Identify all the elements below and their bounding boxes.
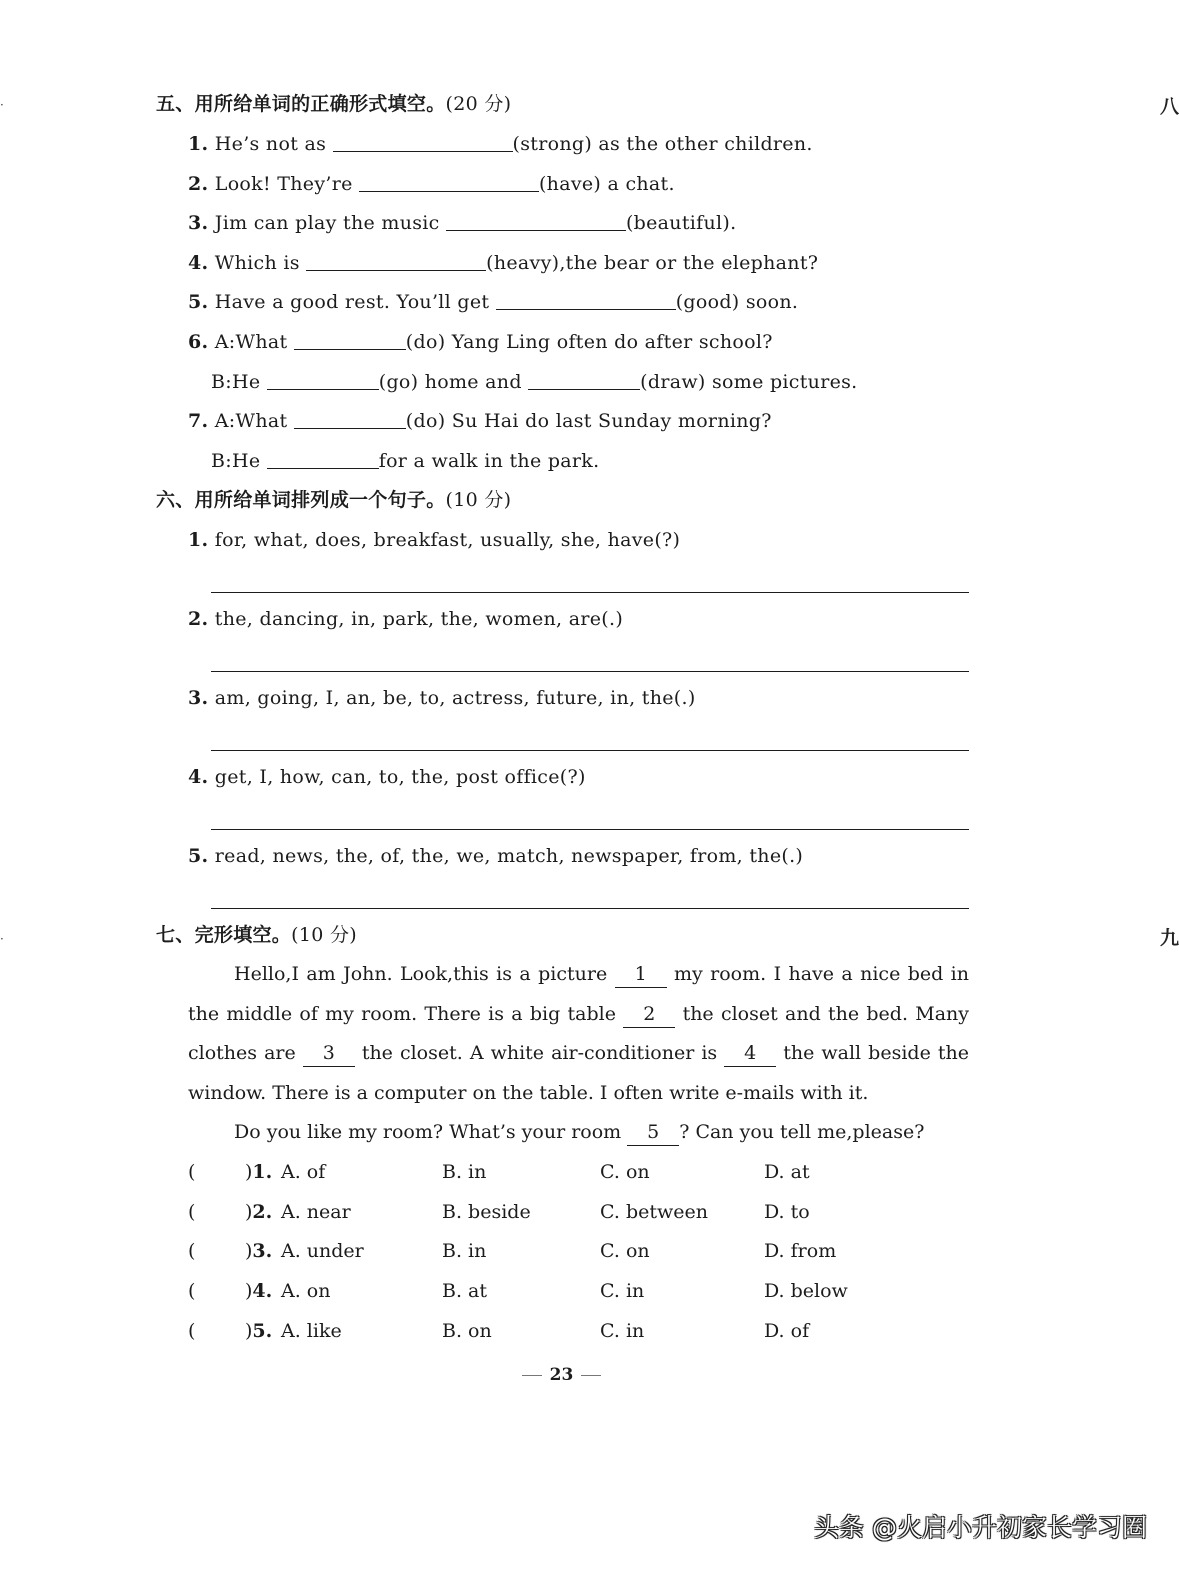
question-number: )3.	[245, 1240, 273, 1262]
cloze-paragraph-1	[188, 955, 969, 1113]
option-b[interactable]: B. at	[442, 1280, 488, 1302]
page-number-value: 23	[549, 1365, 574, 1385]
item-number: 1.	[188, 529, 209, 551]
option-a[interactable]: A. like	[281, 1320, 342, 1342]
answer-blank[interactable]	[294, 408, 406, 429]
item-number: 5.	[188, 291, 209, 313]
cloze-paragraph-2	[188, 1113, 969, 1153]
item-number: 4.	[188, 766, 209, 788]
item-text: (do) Su Hai do last Sunday morning?	[405, 410, 772, 432]
item-text: Look! They’re	[214, 173, 353, 195]
option-b[interactable]: B. on	[442, 1320, 492, 1342]
answer-blank[interactable]	[359, 171, 539, 192]
cloze-passage	[188, 955, 969, 1153]
item-text: (go) home and	[378, 371, 522, 393]
option-d[interactable]: D. below	[764, 1280, 848, 1302]
fill-item-6a	[188, 329, 773, 355]
scan-mark: ·	[0, 932, 4, 946]
passage-text: the closet. A white air-conditioner is	[361, 1042, 718, 1065]
edge-char-mid: 九	[1160, 927, 1179, 949]
item-text: Which is	[214, 252, 300, 274]
passage-text: my room. I have a nice bed in the middle of my room. There is a big table	[188, 963, 969, 1025]
option-a[interactable]: A. on	[281, 1280, 331, 1302]
item-text: He’s not as	[214, 133, 327, 155]
option-b[interactable]: B. beside	[442, 1201, 531, 1223]
fill-item-6b	[211, 369, 858, 395]
passage-text: Do you like my room? What’s your room	[234, 1121, 622, 1144]
item-text: for a walk in the park.	[378, 450, 600, 472]
section-points: (10 分)	[291, 924, 357, 946]
answer-paren[interactable]: (	[188, 1280, 196, 1302]
cloze-blank-5[interactable]: 5	[627, 1119, 679, 1146]
cloze-blank-3[interactable]: 3	[303, 1040, 355, 1067]
item-number: 1.	[188, 133, 209, 155]
section-title: 六、用所给单词排列成一个句子。	[156, 489, 446, 511]
item-number: 2.	[188, 608, 209, 630]
passage-text: ? Can you tell me,please?	[679, 1121, 925, 1144]
fill-item-7b	[211, 448, 599, 474]
passage-text: the closet and the bed. Many clothes are	[188, 1002, 970, 1065]
answer-blank[interactable]	[496, 289, 676, 310]
fill-item-1	[188, 131, 813, 157]
fill-item-5	[188, 289, 798, 315]
option-c[interactable]: C. in	[600, 1280, 645, 1302]
item-text: A:What	[214, 410, 288, 432]
item-text: (draw) some pictures.	[640, 371, 858, 393]
option-a[interactable]: A. under	[281, 1240, 364, 1262]
option-a[interactable]: A. of	[281, 1161, 326, 1183]
fill-item-2	[188, 171, 675, 197]
item-number: 5.	[188, 845, 209, 867]
answer-blank[interactable]	[267, 448, 379, 469]
item-text: B:He	[211, 371, 261, 393]
question-number: )1.	[245, 1161, 273, 1183]
answer-line[interactable]	[211, 750, 969, 751]
section-points: (10 分)	[445, 489, 512, 511]
option-a[interactable]: A. near	[281, 1201, 351, 1223]
answer-blank[interactable]	[333, 131, 513, 152]
item-text: read, news, the, of, the, we, match, newspaper, from, the(.)	[214, 845, 804, 867]
page-number	[0, 1365, 1123, 1385]
section-5-heading	[156, 91, 511, 117]
answer-line[interactable]	[211, 829, 969, 830]
item-number: 6.	[188, 331, 209, 353]
watermark: 头条 @火启小升初家长学习圈	[814, 1513, 1147, 1542]
scan-mark: ·	[0, 98, 4, 112]
item-number: 7.	[188, 410, 209, 432]
item-number: 2.	[188, 173, 209, 195]
answer-blank[interactable]	[306, 250, 486, 271]
option-b[interactable]: B. in	[442, 1161, 487, 1183]
answer-blank[interactable]	[446, 210, 626, 231]
answer-paren[interactable]: (	[188, 1161, 196, 1183]
section-title: 五、用所给单词的正确形式填空。	[156, 93, 446, 115]
item-text: the, dancing, in, park, the, women, are(.)	[214, 608, 624, 630]
answer-paren[interactable]: (	[188, 1201, 196, 1223]
option-c[interactable]: C. between	[600, 1201, 708, 1223]
item-text: (have) a chat.	[538, 173, 675, 195]
option-c[interactable]: C. on	[600, 1161, 650, 1183]
answer-blank[interactable]	[267, 369, 379, 390]
order-item-1	[188, 527, 680, 553]
answer-line[interactable]	[211, 671, 969, 672]
passage-text: the wall beside the window. There is a computer on the table. I often write e-mails with it.	[188, 1042, 969, 1104]
item-text: (strong) as the other children.	[512, 133, 813, 155]
order-item-4	[188, 764, 586, 790]
option-d[interactable]: D. at	[764, 1161, 810, 1183]
option-c[interactable]: C. on	[600, 1240, 650, 1262]
option-c[interactable]: C. in	[600, 1320, 645, 1342]
answer-blank[interactable]	[528, 369, 640, 390]
section-points: (20 分)	[445, 93, 512, 115]
cloze-blank-4[interactable]: 4	[724, 1040, 776, 1067]
section-title: 七、完形填空。	[156, 924, 292, 946]
answer-paren[interactable]: (	[188, 1320, 196, 1342]
order-item-5	[188, 843, 803, 869]
section-7-heading	[156, 922, 357, 948]
item-text: am, going, I, an, be, to, actress, future, in, the(.)	[214, 687, 696, 709]
item-text: (good) soon.	[675, 291, 799, 313]
cloze-blank-1[interactable]: 1	[615, 961, 667, 988]
option-d[interactable]: D. to	[764, 1201, 810, 1223]
item-number: 3.	[188, 212, 209, 234]
question-number: )5.	[245, 1320, 273, 1342]
item-text: B:He	[211, 450, 261, 472]
order-item-2	[188, 606, 623, 632]
item-text: for, what, does, breakfast, usually, she, have(?)	[214, 529, 681, 551]
option-d[interactable]: D. of	[764, 1320, 810, 1342]
item-number: 4.	[188, 252, 209, 274]
item-text: (do) Yang Ling often do after school?	[405, 331, 773, 353]
option-d[interactable]: D. from	[764, 1240, 837, 1262]
item-text: (beautiful).	[625, 212, 737, 234]
section-6-heading	[156, 487, 511, 513]
edge-char-top: 八	[1160, 96, 1179, 118]
answer-blank[interactable]	[294, 329, 406, 350]
answer-paren[interactable]: (	[188, 1240, 196, 1262]
order-item-3	[188, 685, 696, 711]
fill-item-4	[188, 250, 818, 276]
item-text: A:What	[214, 331, 288, 353]
answer-line[interactable]	[211, 592, 969, 593]
item-text: Have a good rest. You’ll get	[214, 291, 490, 313]
fill-item-3	[188, 210, 736, 236]
passage-text: Hello,I am John. Look,this is a picture	[234, 963, 608, 985]
question-number: )2.	[245, 1201, 273, 1223]
item-text: Jim can play the music	[214, 212, 440, 234]
option-b[interactable]: B. in	[442, 1240, 487, 1262]
item-number: 3.	[188, 687, 209, 709]
answer-line[interactable]	[211, 908, 969, 909]
fill-item-7a	[188, 408, 772, 434]
cloze-blank-2[interactable]: 2	[623, 1001, 675, 1028]
item-text: get, I, how, can, to, the, post office(?)	[214, 766, 586, 788]
question-number: )4.	[245, 1280, 273, 1302]
item-text: (heavy),the bear or the elephant?	[486, 252, 819, 274]
